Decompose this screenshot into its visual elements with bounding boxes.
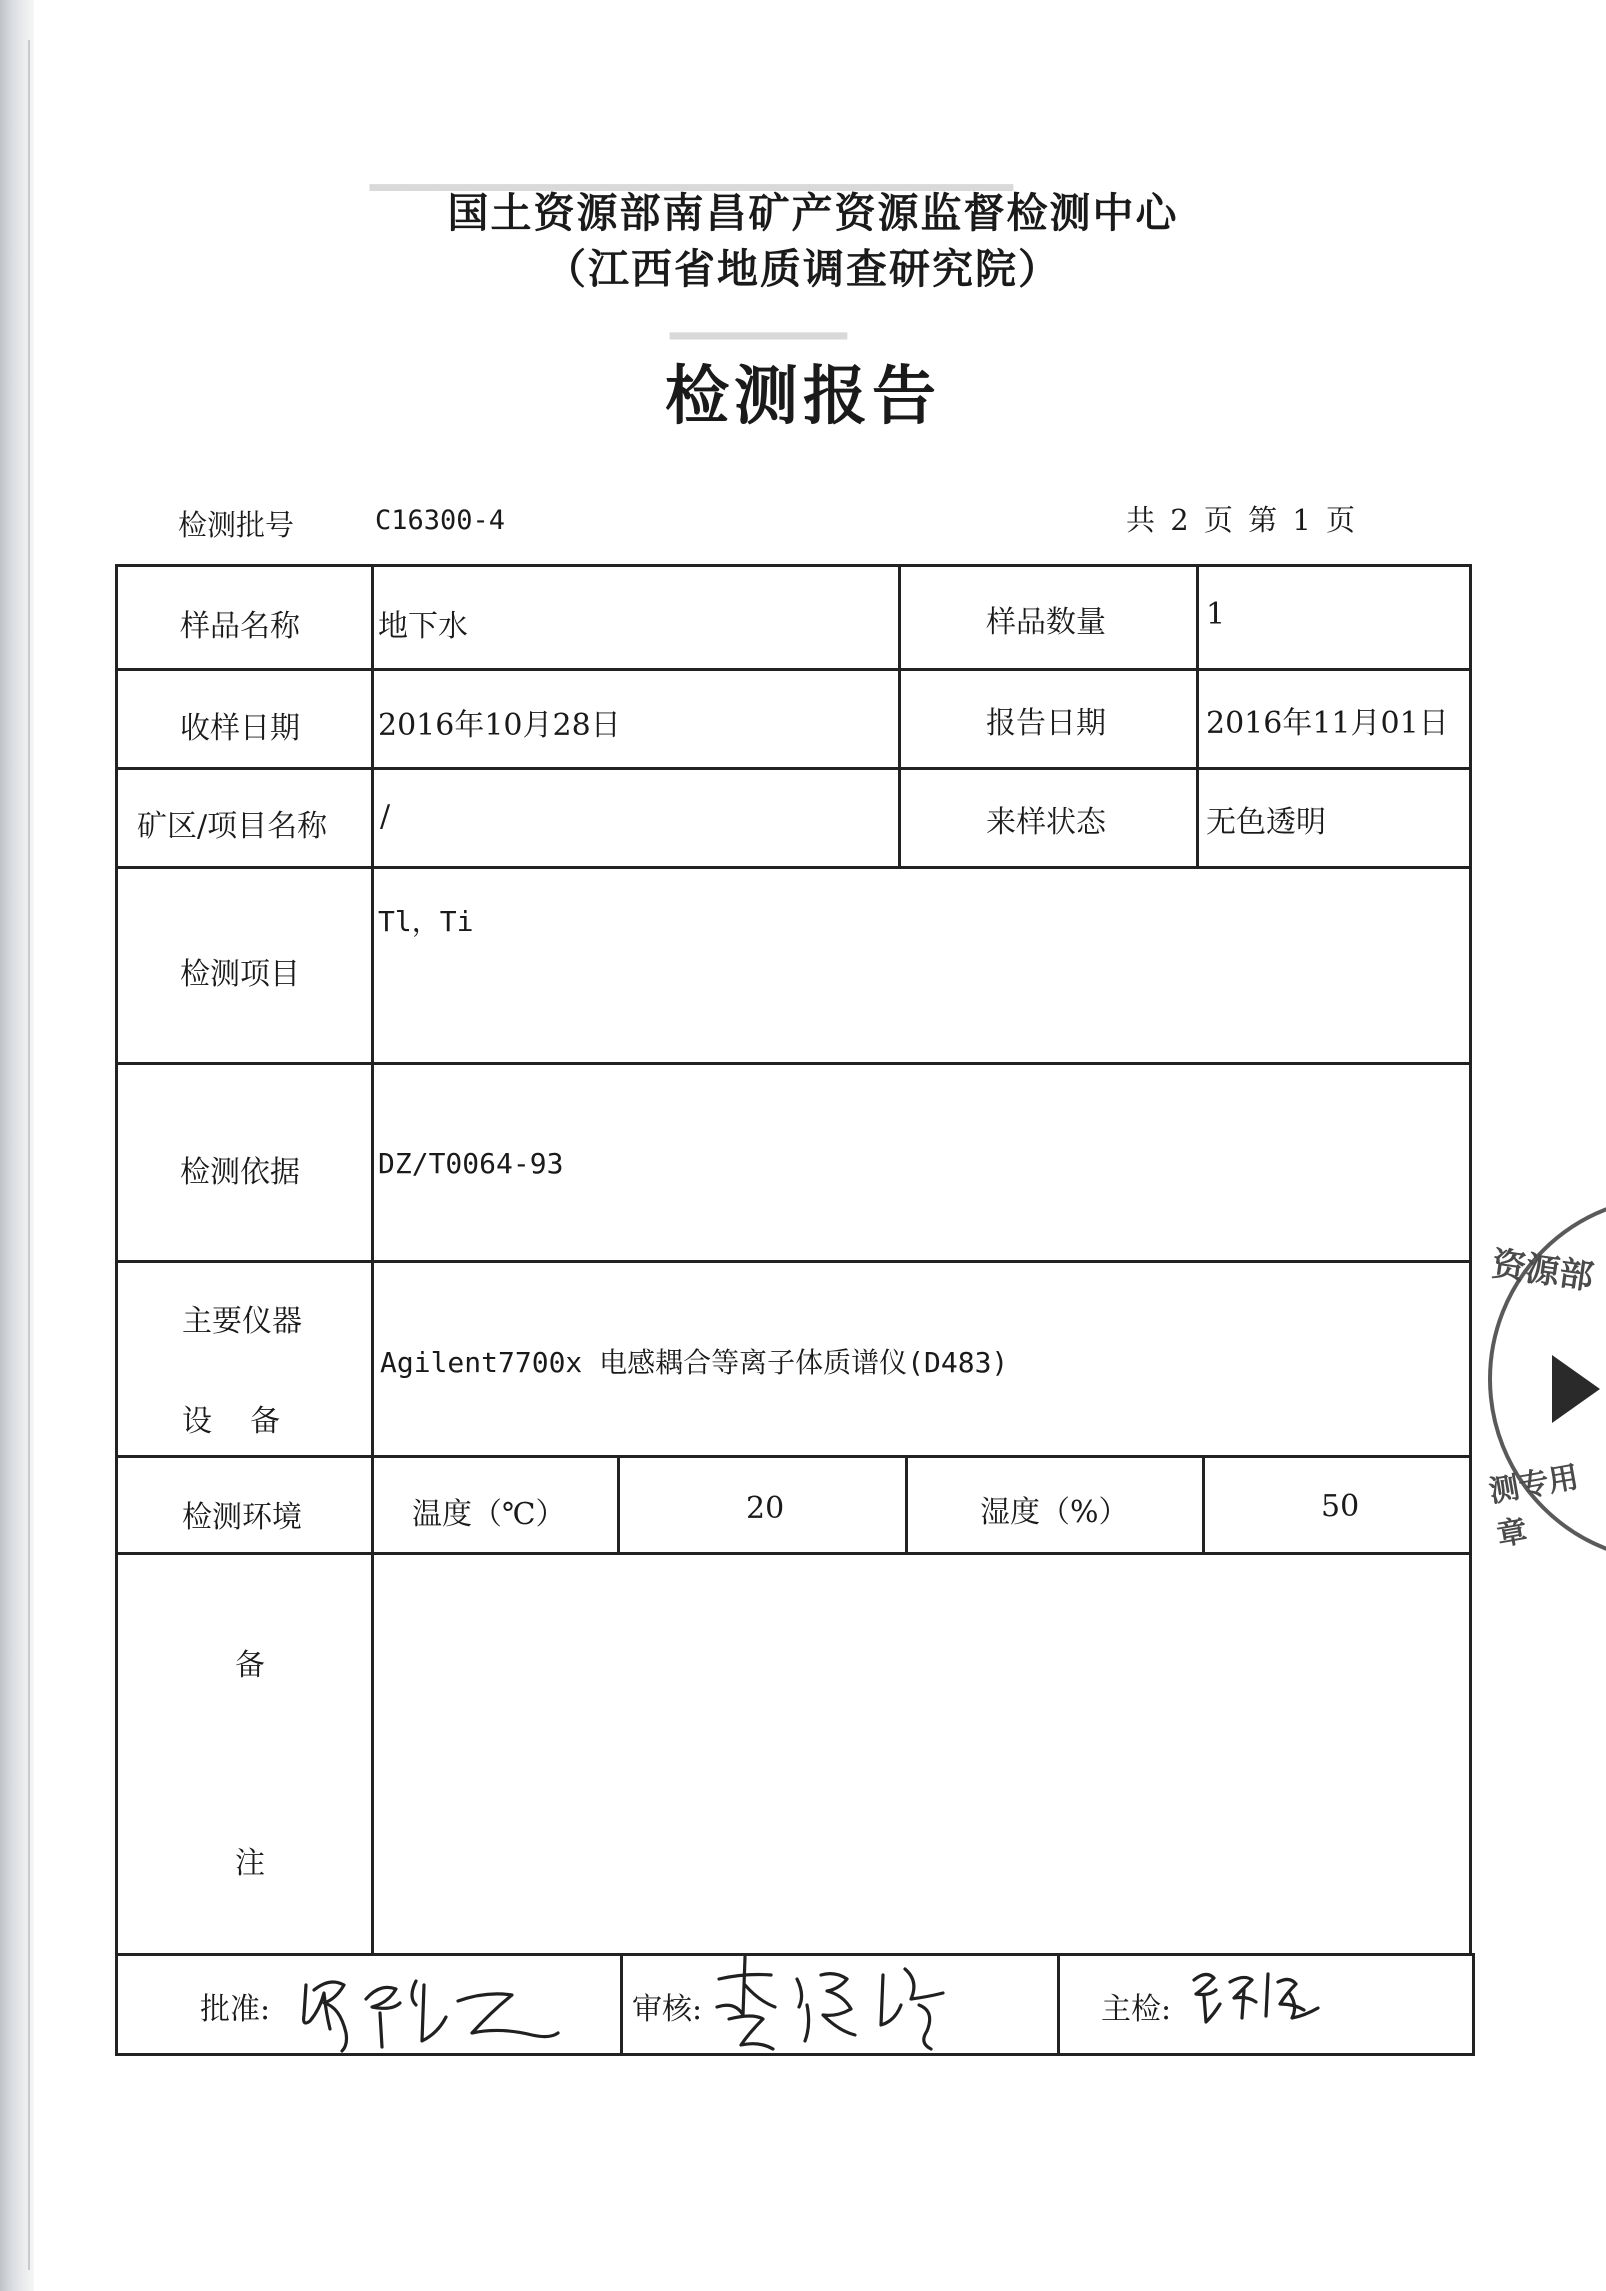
temperature-label: 温度（℃） (412, 1497, 566, 1532)
table-rule (905, 1455, 908, 1555)
org-subname: （江西省地质调查研究院） (545, 245, 1061, 293)
test-items-value: Tl，Ti (378, 905, 474, 938)
table-rule (1057, 1953, 1060, 2056)
table-rule (1202, 1455, 1205, 1555)
seal-text: 资源部 (1489, 1244, 1596, 1298)
test-basis-label: 检测依据 (180, 1155, 300, 1190)
table-rule (1472, 1953, 1475, 2056)
temperature-value: 20 (746, 1491, 785, 1526)
remarks-label-2: 注 (235, 1846, 265, 1881)
table-rule (115, 1552, 1472, 1555)
approve-label: 批准: (200, 1992, 271, 2027)
table-rule (617, 1455, 620, 1555)
official-seal-partial (1452, 1195, 1606, 1575)
sample-state-value: 无色透明 (1206, 805, 1326, 840)
sample-name-label: 样品名称 (180, 609, 300, 644)
instrument-value: Agilent7700x 电感耦合等离子体质谱仪(D483) (380, 1346, 1009, 1379)
bleed-through-text: ▁▁▁▁▁▁▁▁▁▁▁▁▁▁▁▁▁▁▁ (370, 140, 1013, 191)
table-rule (115, 1455, 1472, 1458)
test-environment-label: 检测环境 (182, 1500, 302, 1535)
table-rule (115, 767, 1472, 770)
instrument-label: 主要仪器 (182, 1304, 302, 1339)
table-rule (371, 564, 374, 1956)
table-rule (115, 564, 118, 2056)
page-indicator: 共 2 页 第 1 页 (1126, 503, 1355, 537)
humidity-value: 50 (1321, 1489, 1360, 1524)
table-rule (620, 1953, 623, 2056)
sample-quantity-label: 样品数量 (986, 605, 1106, 640)
report-date-label: 报告日期 (986, 706, 1106, 741)
batch-number-label: 检测批号 (178, 508, 295, 542)
test-basis-value: DZ/T0064-93 (378, 1147, 564, 1180)
table-rule (115, 866, 1472, 869)
test-items-label: 检测项目 (180, 957, 300, 992)
receive-date-value: 2016年10月28日 (378, 708, 621, 743)
table-rule (115, 564, 1472, 567)
approver-signature (296, 1955, 596, 2055)
table-rule (115, 668, 1472, 671)
batch-number-value: C16300-4 (375, 505, 506, 536)
mine-project-label: 矿区/项目名称 (137, 809, 328, 844)
mine-project-value: / (380, 799, 391, 834)
review-label: 审核: (632, 1992, 703, 2027)
instrument-label-2: 设 备 (182, 1404, 281, 1439)
remarks-label: 备 (235, 1648, 265, 1683)
reviewer-signature (705, 1945, 975, 2055)
humidity-label: 湿度（%） (980, 1495, 1129, 1530)
sample-name-value: 地下水 (378, 609, 468, 644)
table-rule (115, 1062, 1472, 1065)
sample-state-label: 来样状态 (986, 805, 1106, 840)
org-name: 国土资源部南昌矿产资源监督检测中心 (447, 189, 1179, 237)
report-date-value: 2016年11月01日 (1206, 706, 1449, 741)
table-rule (898, 564, 901, 867)
table-rule (115, 1260, 1472, 1263)
seal-star-icon (1552, 1355, 1600, 1423)
table-rule (1196, 564, 1199, 867)
report-title: 检测报告 (665, 360, 941, 434)
seal-text: 测专用章 (1486, 1459, 1582, 1554)
bleed-through-text: ▁▁▁▁▁ (670, 285, 847, 339)
sample-quantity-value: 1 (1206, 597, 1226, 632)
receive-date-label: 收样日期 (180, 711, 300, 746)
inspector-signature (1186, 1960, 1336, 2030)
inspector-label: 主检: (1101, 1992, 1172, 2027)
